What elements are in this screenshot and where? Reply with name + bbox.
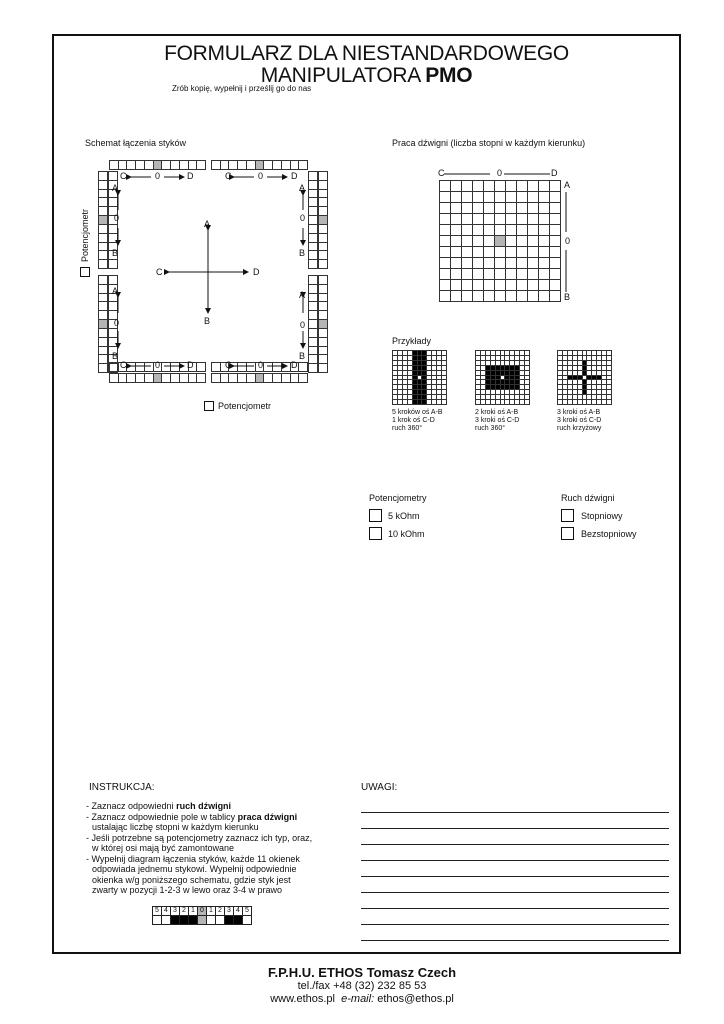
footer-company: F.P.H.U. ETHOS Tomasz Czech xyxy=(267,965,457,980)
ruch-bezstopniowy-checkbox[interactable] xyxy=(561,527,574,540)
ruch-bezstopniowy-label: Bezstopniowy xyxy=(581,529,637,539)
label-c: C xyxy=(120,360,127,370)
grid-cell[interactable] xyxy=(506,280,517,291)
grid-cell[interactable] xyxy=(473,181,484,192)
grid-cell[interactable] xyxy=(462,236,473,247)
grid-cell[interactable] xyxy=(484,280,495,291)
notes-line[interactable] xyxy=(361,812,669,813)
example-3-caption xyxy=(557,409,601,433)
grid-cell[interactable] xyxy=(495,247,506,258)
schema-num: 5 xyxy=(153,907,162,916)
praca-heading: Praca dźwigni (liczba stopni w każdym kierunku) xyxy=(392,138,586,148)
grid-cell[interactable] xyxy=(451,280,462,291)
grid-cell[interactable] xyxy=(495,203,506,214)
grid-cell[interactable] xyxy=(506,203,517,214)
label-zero: 0 xyxy=(300,320,306,330)
grid-cell[interactable] xyxy=(473,225,484,236)
instr-item-3-cont: w której osi mają być zamontowane xyxy=(92,843,235,853)
instr-item-2 xyxy=(86,812,356,823)
grid-cell[interactable] xyxy=(451,258,462,269)
grid-cell[interactable] xyxy=(506,192,517,203)
grid-cell[interactable] xyxy=(550,247,561,258)
potentiometer-bottom-label: Potencjometr xyxy=(218,401,272,411)
grid-cell[interactable] xyxy=(528,280,539,291)
schema-num: 3 xyxy=(225,907,234,916)
grid-cell[interactable] xyxy=(462,269,473,280)
schema-cell-filled xyxy=(180,916,189,925)
example-1-caption xyxy=(392,409,443,433)
grid-cell[interactable] xyxy=(440,291,451,302)
grid-cell[interactable] xyxy=(495,291,506,302)
schema-num: 2 xyxy=(180,907,189,916)
contact-schema-example xyxy=(152,906,252,925)
schema-num: 5 xyxy=(243,907,252,916)
label-zero: 0 xyxy=(155,171,161,181)
pot-10kohm-label: 10 kOhm xyxy=(388,529,425,539)
grid-cell[interactable] xyxy=(517,258,528,269)
instr-item-4: - Wypełnij diagram łączenia styków, każde 11 okienek xyxy=(86,853,300,864)
grid-cell[interactable] xyxy=(550,280,561,291)
lever-travel-grid[interactable] xyxy=(439,180,561,302)
grid-cell[interactable] xyxy=(550,236,561,247)
label-a: A xyxy=(299,290,306,300)
grid-cell[interactable] xyxy=(473,258,484,269)
center-label-d: D xyxy=(253,267,260,277)
grid-cell[interactable] xyxy=(506,247,517,258)
grid-cell[interactable] xyxy=(451,203,462,214)
grid-cell[interactable] xyxy=(462,214,473,225)
example-1-line: 1 krok oś C-D xyxy=(392,417,435,424)
grid-cell[interactable] xyxy=(484,181,495,192)
grid-cell[interactable] xyxy=(528,203,539,214)
grid-cell[interactable] xyxy=(473,291,484,302)
grid-cell[interactable] xyxy=(440,192,451,203)
grid-cell[interactable] xyxy=(506,236,517,247)
grid-cell[interactable] xyxy=(495,214,506,225)
grid-cell[interactable] xyxy=(495,258,506,269)
grid-cell[interactable] xyxy=(484,291,495,302)
grid-cell[interactable] xyxy=(506,181,517,192)
grid-cell[interactable] xyxy=(539,258,550,269)
grid-cell[interactable] xyxy=(506,258,517,269)
label-a: A xyxy=(112,286,119,296)
grid-cell[interactable] xyxy=(539,269,550,280)
schema-cell-filled xyxy=(189,916,198,925)
label-a: A xyxy=(112,183,119,193)
pot-5kohm-checkbox[interactable] xyxy=(369,509,382,522)
grid-cell[interactable] xyxy=(473,203,484,214)
grid-cell[interactable] xyxy=(451,225,462,236)
notes-line[interactable] xyxy=(361,908,669,909)
example-1-line: 5 kroków oś A-B xyxy=(392,409,443,416)
instrukcja-heading: INSTRUKCJA: xyxy=(89,782,155,793)
praca-label-a: A xyxy=(564,180,571,190)
grid-cell[interactable] xyxy=(550,258,561,269)
schema-num: 1 xyxy=(189,907,198,916)
grid-cell[interactable] xyxy=(517,214,528,225)
grid-cell[interactable] xyxy=(451,247,462,258)
label-zero: 0 xyxy=(300,213,306,223)
potencjometry-heading: Potencjometry xyxy=(369,493,427,503)
grid-cell[interactable] xyxy=(539,247,550,258)
grid-cell[interactable] xyxy=(506,225,517,236)
grid-cell[interactable] xyxy=(473,280,484,291)
schema-num: 1 xyxy=(207,907,216,916)
example-3-line: ruch krzyżowy xyxy=(557,425,602,432)
grid-cell[interactable] xyxy=(484,258,495,269)
grid-cell[interactable] xyxy=(539,291,550,302)
grid-cell[interactable] xyxy=(440,214,451,225)
instr-text: - Zaznacz odpowiedni xyxy=(86,801,177,811)
grid-cell[interactable] xyxy=(440,181,451,192)
schema-num: 3 xyxy=(171,907,180,916)
instr-item-4-cont: odpowiada jednemu stykowi. Wypełnij odpowiednie xyxy=(92,864,297,874)
grid-cell[interactable] xyxy=(539,214,550,225)
grid-cell[interactable] xyxy=(539,236,550,247)
label-c: C xyxy=(120,171,127,181)
grid-cell[interactable] xyxy=(484,203,495,214)
grid-cell[interactable] xyxy=(495,225,506,236)
label-c: C xyxy=(225,171,232,181)
grid-cell[interactable] xyxy=(506,269,517,280)
schema-cell xyxy=(207,916,216,925)
notes-line[interactable] xyxy=(361,876,669,877)
grid-cell[interactable] xyxy=(528,258,539,269)
praca-label-c: C xyxy=(438,168,445,178)
schema-num: 0 xyxy=(198,907,207,916)
grid-cell xyxy=(607,400,612,405)
grid-cell[interactable] xyxy=(517,203,528,214)
ruch-heading: Ruch dźwigni xyxy=(561,493,615,503)
grid-cell[interactable] xyxy=(550,291,561,302)
schema-num: 2 xyxy=(216,907,225,916)
grid-cell[interactable] xyxy=(462,181,473,192)
instr-text: - Zaznacz odpowiednie pole w tablicy xyxy=(86,811,238,822)
footer-phone: tel./fax +48 (32) 232 85 53 xyxy=(297,980,427,992)
notes-line[interactable] xyxy=(361,940,669,941)
grid-cell[interactable] xyxy=(440,247,451,258)
grid-cell[interactable] xyxy=(473,269,484,280)
grid-cell[interactable] xyxy=(451,269,462,280)
grid-cell[interactable] xyxy=(550,192,561,203)
grid-cell[interactable] xyxy=(484,236,495,247)
instrukcja-list xyxy=(86,801,356,896)
label-d: D xyxy=(187,360,194,370)
grid-cell[interactable] xyxy=(528,225,539,236)
grid-cell[interactable] xyxy=(528,192,539,203)
label-b: B xyxy=(112,351,119,361)
grid-cell[interactable] xyxy=(462,258,473,269)
schema-cell-center xyxy=(198,916,207,925)
footer-email[interactable]: ethos@ethos.pl xyxy=(377,993,454,1005)
grid-cell[interactable] xyxy=(539,203,550,214)
grid-cell[interactable] xyxy=(440,269,451,280)
label-zero: 0 xyxy=(155,360,161,370)
grid-cell[interactable] xyxy=(462,280,473,291)
label-zero: 0 xyxy=(258,171,264,181)
example-grid-3 xyxy=(557,350,612,405)
schema-num: 4 xyxy=(234,907,243,916)
example-1-line: ruch 360° xyxy=(392,425,423,432)
grid-cell[interactable] xyxy=(451,181,462,192)
grid-cell[interactable] xyxy=(440,203,451,214)
potentiometer-bottom-checkbox[interactable] xyxy=(204,401,214,411)
notes-line[interactable] xyxy=(361,892,669,893)
title-text: MANIPULATORA xyxy=(260,64,426,87)
grid-cell[interactable] xyxy=(506,291,517,302)
example-2-line: ruch 360° xyxy=(475,425,506,432)
grid-cell[interactable] xyxy=(517,236,528,247)
grid-cell[interactable] xyxy=(451,192,462,203)
instr-item-1 xyxy=(86,801,356,812)
grid-cell[interactable] xyxy=(517,225,528,236)
grid-cell[interactable] xyxy=(517,269,528,280)
label-b: B xyxy=(112,248,119,258)
grid-cell[interactable] xyxy=(440,236,451,247)
title-model: PMO xyxy=(425,64,473,87)
example-2-line: 2 kroki oś A-B xyxy=(475,409,519,416)
grid-cell[interactable] xyxy=(528,236,539,247)
grid-cell[interactable] xyxy=(495,280,506,291)
grid-cell[interactable] xyxy=(440,280,451,291)
przyklady-heading: Przykłady xyxy=(392,336,432,346)
grid-cell[interactable] xyxy=(528,214,539,225)
footer-contact xyxy=(0,993,724,1005)
grid-cell[interactable] xyxy=(539,280,550,291)
praca-label-b: B xyxy=(564,292,571,302)
form-title-line2 xyxy=(52,64,681,88)
notes-line[interactable] xyxy=(361,844,669,845)
schema-cell-filled xyxy=(225,916,234,925)
grid-cell[interactable] xyxy=(462,247,473,258)
schemat-heading: Schemat łączenia styków xyxy=(85,138,187,148)
schema-cell xyxy=(162,916,171,925)
grid-cell[interactable] xyxy=(550,214,561,225)
schema-cell xyxy=(153,916,162,925)
schema-num: 4 xyxy=(162,907,171,916)
center-label-b: B xyxy=(204,316,211,326)
grid-cell[interactable] xyxy=(517,192,528,203)
grid-cell[interactable] xyxy=(539,192,550,203)
grid-cell[interactable] xyxy=(462,203,473,214)
grid-cell[interactable] xyxy=(495,181,506,192)
grid-cell[interactable] xyxy=(473,236,484,247)
label-zero: 0 xyxy=(258,360,264,370)
grid-cell[interactable] xyxy=(440,225,451,236)
grid-cell[interactable] xyxy=(451,291,462,302)
form-title-line1: FORMULARZ DLA NIESTANDARDOWEGO xyxy=(164,42,569,65)
grid-cell[interactable] xyxy=(528,291,539,302)
label-b: B xyxy=(299,248,306,258)
grid-cell[interactable] xyxy=(473,192,484,203)
grid-cell[interactable] xyxy=(473,214,484,225)
grid-cell[interactable] xyxy=(517,291,528,302)
praca-label-d: D xyxy=(551,168,558,178)
grid-cell[interactable] xyxy=(440,258,451,269)
form-subtitle: Zrób kopię, wypełnij i prześlij go do nas xyxy=(172,84,312,93)
example-2-line: 3 kroki oś C-D xyxy=(475,417,520,424)
grid-cell[interactable] xyxy=(517,280,528,291)
potentiometer-side-checkbox[interactable] xyxy=(80,267,90,277)
grid-cell[interactable] xyxy=(484,247,495,258)
grid-cell[interactable] xyxy=(550,203,561,214)
example-3-line: 3 kroki oś C-D xyxy=(557,417,602,424)
pot-10kohm-checkbox[interactable] xyxy=(369,527,382,540)
center-label-a: A xyxy=(204,219,211,229)
label-zero: 0 xyxy=(114,318,120,328)
schema-cell xyxy=(243,916,252,925)
grid-cell[interactable] xyxy=(495,269,506,280)
notes-line[interactable] xyxy=(361,860,669,861)
ruch-stopniowy-label: Stopniowy xyxy=(581,511,623,521)
grid-cell[interactable] xyxy=(462,192,473,203)
instr-bold: ruch dźwigni xyxy=(176,801,232,811)
notes-line[interactable] xyxy=(361,828,669,829)
label-d: D xyxy=(291,171,298,181)
grid-cell[interactable] xyxy=(528,269,539,280)
example-2-caption xyxy=(475,409,519,433)
notes-line[interactable] xyxy=(361,924,669,925)
grid-cell[interactable] xyxy=(528,247,539,258)
grid-cell[interactable] xyxy=(539,225,550,236)
center-label-c: C xyxy=(156,267,163,277)
label-c: C xyxy=(225,360,232,370)
grid-cell[interactable] xyxy=(506,214,517,225)
footer-email-label: e-mail: xyxy=(341,993,375,1005)
grid-cell[interactable] xyxy=(550,225,561,236)
grid-cell[interactable] xyxy=(495,236,506,247)
label-d: D xyxy=(291,360,298,370)
grid-cell xyxy=(442,400,447,405)
grid-cell[interactable] xyxy=(539,181,550,192)
grid-cell[interactable] xyxy=(550,269,561,280)
example-3-line: 3 kroki oś A-B xyxy=(557,409,601,416)
praca-label-zero: 0 xyxy=(565,236,571,246)
schema-cell-filled xyxy=(171,916,180,925)
instr-item-3: - Jeśli potrzebne są potencjometry zaznacz ich typ, oraz, xyxy=(86,832,313,843)
label-zero: 0 xyxy=(114,213,120,223)
grid-cell[interactable] xyxy=(495,192,506,203)
instr-bold: praca dźwigni xyxy=(237,811,298,822)
schema-cell xyxy=(216,916,225,925)
instr-item-4-cont: okienka w/g poniższego schematu, gdzie styk jest xyxy=(92,874,291,885)
grid-cell xyxy=(525,400,530,405)
instr-item-4-cont: zwarty w pozycji 1-2-3 w lewo oraz 3-4 w prawo xyxy=(92,885,283,895)
grid-cell[interactable] xyxy=(484,269,495,280)
grid-cell[interactable] xyxy=(550,181,561,192)
ruch-stopniowy-checkbox[interactable] xyxy=(561,509,574,522)
example-grid-2 xyxy=(475,350,530,405)
label-b: B xyxy=(299,351,306,361)
praca-label-zero: 0 xyxy=(497,168,503,178)
instr-item-2-cont: ustalając liczbę stopni w każdym kierunku xyxy=(92,822,259,832)
footer-web[interactable]: www.ethos.pl xyxy=(270,993,335,1005)
grid-cell[interactable] xyxy=(517,247,528,258)
grid-cell[interactable] xyxy=(462,225,473,236)
grid-cell[interactable] xyxy=(451,214,462,225)
potentiometer-side-label: Potencjometr xyxy=(80,208,90,262)
uwagi-heading: UWAGI: xyxy=(361,782,398,793)
grid-cell[interactable] xyxy=(528,181,539,192)
label-a: A xyxy=(299,183,306,193)
example-grid-1 xyxy=(392,350,447,405)
grid-cell[interactable] xyxy=(473,247,484,258)
grid-cell[interactable] xyxy=(484,225,495,236)
grid-cell[interactable] xyxy=(517,181,528,192)
pot-5kohm-label: 5 kOhm xyxy=(388,511,420,521)
grid-cell[interactable] xyxy=(451,236,462,247)
schema-cell-filled xyxy=(234,916,243,925)
label-d: D xyxy=(187,171,194,181)
grid-cell[interactable] xyxy=(484,192,495,203)
grid-cell[interactable] xyxy=(462,291,473,302)
grid-cell[interactable] xyxy=(484,214,495,225)
